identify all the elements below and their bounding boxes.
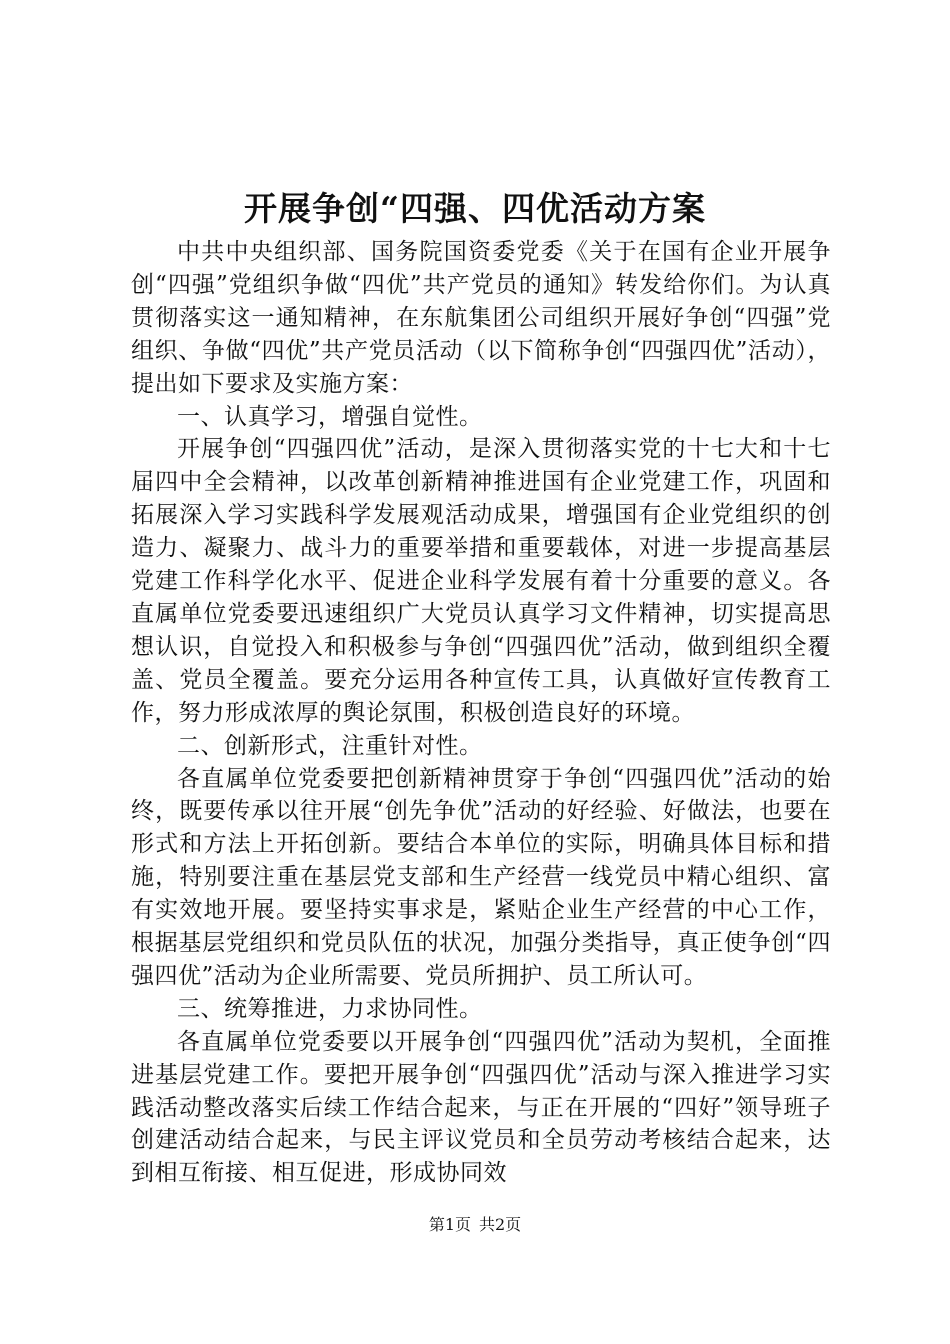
paragraph-intro: 中共中央组织部、国务院国资委党委《关于在国有企业开展争创“四强”党组织争做“四优”共产党员的通知》转发给你们。为认真贯彻落实这一通知精神，在东航集团公司组织开展好争创“四强”党组织、争做“四优”共产党员活动（以下简称争创“四强四优”活动），提出如下要求及实施方案： (131, 239, 831, 397)
section-heading-2: 二、创新形式，注重针对性。 (177, 732, 483, 759)
paragraph-section-1: 开展争创“四强四优”活动，是深入贯彻落实党的十七大和十七届四中全会精神，以改革创新精神推进国有企业党建工作，巩固和拓展深入学习实践科学发展观活动成果，增强国有企业党组织的创造力、凝聚力、战斗力的重要举措和重要载体，对进一步提高基层党建工作科学化水平、促进企业科学发展有着十分重要的意义。各直属单位党委要迅速组织广大党员认真学习文件精神，切实提高思想认识，自觉投入和积极参与争创“四强四优”活动，做到组织全覆盖、党员全覆盖。要充分运用各种宣传工具，认真做好宣传教育工作，努力形成浓厚的舆论氛围，积极创造良好的环境。 (131, 436, 831, 726)
page-number: 第1页 (428, 1215, 471, 1234)
section-heading-1: 一、认真学习，增强自觉性。 (177, 403, 483, 430)
document-body (131, 236, 831, 1190)
paragraph-section-2: 各直属单位党委要把创新精神贯穿于争创“四强四优”活动的始终，既要传承以往开展“创先争优”活动的好经验、好做法，也要在形式和方法上开拓创新。要结合本单位的实际，明确具体目标和措施，特别要注重在基层党支部和生产经营一线党员中精心组织、富有实效地开展。要坚持实事求是，紧贴企业生产经营的中心工作，根据基层党组织和党员队伍的状况，加强分类指导，真正使争创“四强四优”活动为企业所需要、党员所拥护、员工所认可。 (131, 765, 831, 989)
paragraph-section-3: 各直属单位党委要以开展争创“四强四优”活动为契机，全面推进基层党建工作。要把开展争创“四强四优”活动与深入推进学习实践活动整改落实后续工作结合起来，与正在开展的“四好”领导班子创建活动结合起来，与民主评议党员和全员劳动考核结合起来，达到相互衔接、相互促进，形成协同效 (131, 1028, 831, 1187)
page-total: 共2页 (479, 1215, 522, 1234)
document-title: 开展争创“四强、四优活动方案 (244, 189, 706, 228)
page-footer (0, 1213, 950, 1237)
section-heading-3: 三、统筹推进，力求协同性。 (177, 995, 483, 1022)
